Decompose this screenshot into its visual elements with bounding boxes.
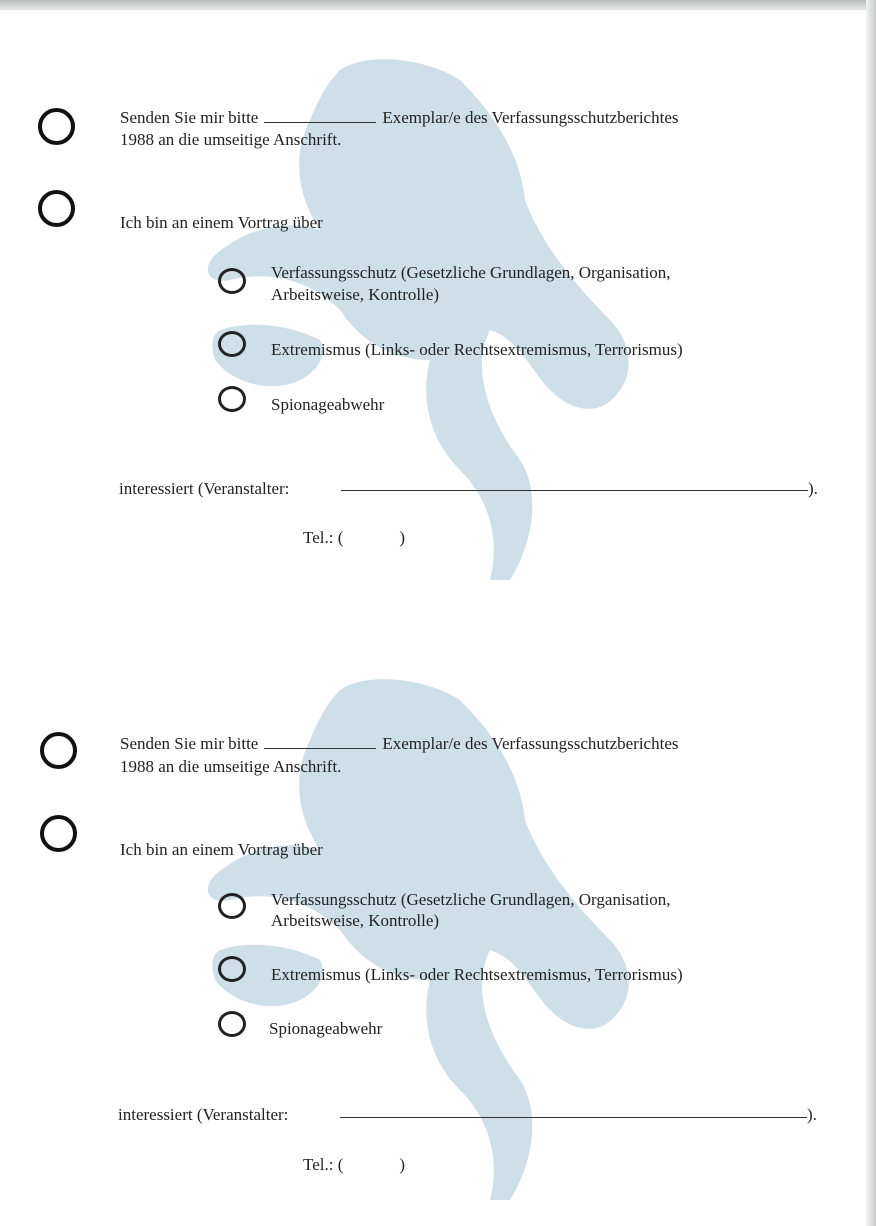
tel-label: Tel.: (: [303, 528, 344, 547]
topic-label-verfassungsschutz: Verfassungsschutz (Gesetzliche Grundlagen, Organisation,: [271, 890, 671, 909]
request-text: [120, 734, 679, 754]
topic-label-verfassungsschutz: Verfassungsschutz (Gesetzliche Grundlagen, Organisation,: [271, 263, 671, 282]
request-line2: 1988 an die umseitige Anschrift.: [120, 130, 342, 149]
talk-intro: Ich bin an einem Vortrag über: [120, 213, 323, 232]
request-suffix: Exemplar/e des Verfassungsschutzberichtes: [382, 734, 679, 753]
tel-close: ): [399, 528, 406, 547]
request-suffix: Exemplar/e des Verfassungsschutzberichtes: [382, 108, 679, 127]
topic-checkbox-extremismus[interactable]: [218, 956, 246, 982]
request-prefix: Senden Sie mir bitte: [120, 734, 259, 753]
talk-intro: Ich bin an einem Vortrag über: [120, 840, 323, 859]
talk-interest-checkbox[interactable]: [40, 815, 77, 852]
topic-label-extremismus: Extremismus (Links- oder Rechtsextremismus, Terrorismus): [271, 340, 683, 359]
request-line2: 1988 an die umseitige Anschrift.: [120, 757, 342, 776]
interest-label: interessiert (Veranstalter:: [118, 1105, 289, 1124]
tel-close: ): [399, 1155, 406, 1174]
topic-label-spionageabwehr: Spionageabwehr: [271, 395, 385, 414]
interest-close: ).: [807, 1105, 817, 1124]
organizer-field[interactable]: [340, 1117, 807, 1118]
topic-checkbox-verfassungsschutz[interactable]: [218, 893, 246, 919]
topic-checkbox-spionageabwehr[interactable]: [218, 1011, 246, 1037]
request-prefix: Senden Sie mir bitte: [120, 108, 259, 127]
interest-close: ).: [808, 479, 818, 498]
telephone-row: [303, 1155, 405, 1175]
topic-label-spionageabwehr: Spionageabwehr: [269, 1019, 383, 1038]
topic-label-verfassungsschutz-line2: Arbeitsweise, Kontrolle): [271, 911, 440, 930]
request-copies-checkbox[interactable]: [40, 732, 77, 769]
topic-label-extremismus: Extremismus (Links- oder Rechtsextremismus, Terrorismus): [271, 965, 683, 984]
copies-count-field[interactable]: [264, 734, 376, 749]
tel-label: Tel.: (: [303, 1155, 344, 1174]
topic-label-verfassungsschutz-line2: Arbeitsweise, Kontrolle): [271, 285, 440, 304]
interest-label: interessiert (Veranstalter:: [119, 479, 290, 498]
